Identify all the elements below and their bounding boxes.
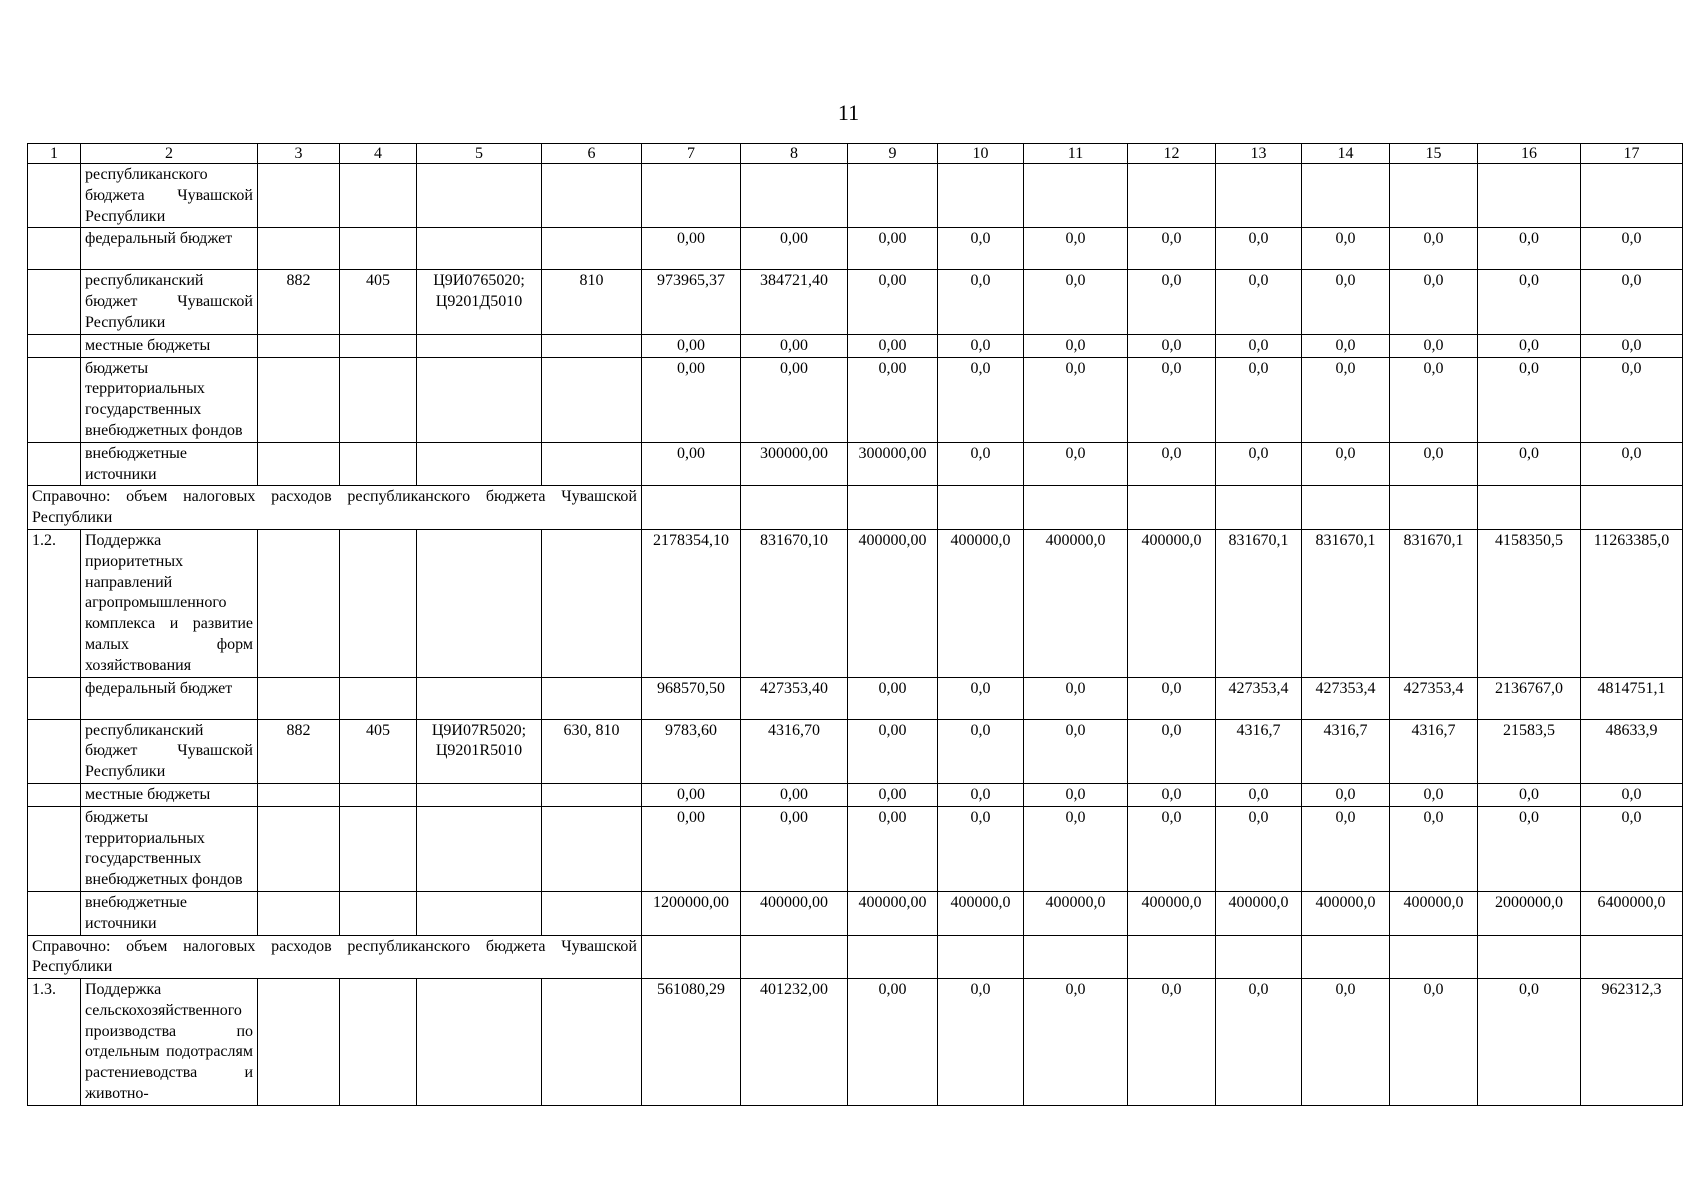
expense-type-code: 810	[542, 270, 642, 334]
value-cell	[1024, 164, 1128, 228]
value-cell: 0,0	[938, 979, 1024, 1106]
value-cell: 0,00	[642, 357, 741, 442]
admin-code	[258, 677, 340, 719]
value-cell: 0,0	[1128, 334, 1216, 357]
value-cell: 400000,0	[938, 529, 1024, 677]
row-name: федеральный бюджет	[81, 677, 258, 719]
value-cell: 0,0	[1390, 334, 1478, 357]
empty-cell	[848, 486, 938, 530]
value-cell: 0,0	[1478, 357, 1581, 442]
empty-cell	[938, 935, 1024, 979]
column-header: 2	[81, 144, 258, 164]
column-header: 14	[1302, 144, 1390, 164]
value-cell: 0,0	[1478, 270, 1581, 334]
row-number	[28, 334, 81, 357]
value-cell: 0,00	[848, 357, 938, 442]
value-cell: 0,0	[1216, 228, 1302, 270]
value-cell: 4316,70	[741, 719, 848, 783]
table-row	[28, 270, 1683, 334]
admin-code	[258, 891, 340, 935]
target-article-code: Ц9И07R5020; Ц9201R5010	[417, 719, 542, 783]
row-number	[28, 891, 81, 935]
empty-cell	[1024, 486, 1128, 530]
row-name: местные бюджеты	[81, 334, 258, 357]
value-cell: 0,0	[1216, 442, 1302, 486]
target-article-code	[417, 806, 542, 891]
value-cell: 400000,00	[741, 891, 848, 935]
value-cell: 427353,4	[1216, 677, 1302, 719]
table-row	[28, 783, 1683, 806]
empty-cell	[1128, 486, 1216, 530]
value-cell: 561080,29	[642, 979, 741, 1106]
target-article-code	[417, 677, 542, 719]
column-header: 6	[542, 144, 642, 164]
row-number: 1.2.	[28, 529, 81, 677]
value-cell: 0,0	[1024, 677, 1128, 719]
value-cell: 0,00	[741, 228, 848, 270]
value-cell: 0,00	[848, 270, 938, 334]
column-header: 12	[1128, 144, 1216, 164]
row-number	[28, 677, 81, 719]
value-cell	[1478, 164, 1581, 228]
table-row	[28, 529, 1683, 677]
row-number	[28, 228, 81, 270]
value-cell: 2136767,0	[1478, 677, 1581, 719]
target-article-code: Ц9И0765020; Ц9201Д5010	[417, 270, 542, 334]
empty-cell	[938, 486, 1024, 530]
row-name: Поддержка приоритетных направлений агропромышленного комплекса и развитие малых форм хозяйствования	[81, 529, 258, 677]
admin-code: 882	[258, 270, 340, 334]
reference-note-row	[28, 935, 1683, 979]
admin-code	[258, 806, 340, 891]
value-cell: 0,0	[1478, 806, 1581, 891]
value-cell: 0,0	[1024, 719, 1128, 783]
value-cell: 0,00	[848, 677, 938, 719]
row-name: бюджеты территориальных государственных внебюджетных фондов	[81, 806, 258, 891]
section-code	[340, 783, 417, 806]
expense-type-code	[542, 979, 642, 1106]
row-number	[28, 164, 81, 228]
column-header: 9	[848, 144, 938, 164]
admin-code	[258, 228, 340, 270]
row-number	[28, 783, 81, 806]
value-cell: 968570,50	[642, 677, 741, 719]
value-cell: 0,0	[1478, 442, 1581, 486]
value-cell: 0,0	[938, 334, 1024, 357]
value-cell: 0,00	[848, 228, 938, 270]
value-cell: 0,0	[1581, 334, 1683, 357]
value-cell: 400000,0	[1216, 891, 1302, 935]
value-cell: 0,0	[1024, 783, 1128, 806]
expense-type-code	[542, 783, 642, 806]
value-cell: 0,0	[1216, 783, 1302, 806]
column-header: 3	[258, 144, 340, 164]
value-cell: 0,0	[1024, 979, 1128, 1106]
row-number	[28, 270, 81, 334]
value-cell: 0,0	[1302, 357, 1390, 442]
row-name: внебюджетные источники	[81, 891, 258, 935]
section-code	[340, 979, 417, 1106]
value-cell: 0,0	[1216, 357, 1302, 442]
value-cell: 4158350,5	[1478, 529, 1581, 677]
section-code	[340, 442, 417, 486]
column-header: 5	[417, 144, 542, 164]
value-cell: 0,00	[642, 228, 741, 270]
column-header: 16	[1478, 144, 1581, 164]
column-header: 11	[1024, 144, 1128, 164]
empty-cell	[1302, 935, 1390, 979]
target-article-code	[417, 891, 542, 935]
value-cell: 0,0	[1024, 357, 1128, 442]
value-cell: 973965,37	[642, 270, 741, 334]
value-cell: 0,00	[741, 334, 848, 357]
value-cell: 0,00	[741, 783, 848, 806]
value-cell: 4316,7	[1216, 719, 1302, 783]
value-cell: 0,00	[741, 357, 848, 442]
value-cell: 0,00	[848, 719, 938, 783]
admin-code: 882	[258, 719, 340, 783]
value-cell: 427353,40	[741, 677, 848, 719]
section-code: 405	[340, 270, 417, 334]
target-article-code	[417, 979, 542, 1106]
value-cell: 0,00	[741, 806, 848, 891]
value-cell: 0,0	[938, 270, 1024, 334]
value-cell: 0,0	[1581, 357, 1683, 442]
admin-code	[258, 164, 340, 228]
table-body	[28, 144, 1683, 1106]
column-header: 7	[642, 144, 741, 164]
column-header: 1	[28, 144, 81, 164]
value-cell: 0,0	[1581, 442, 1683, 486]
value-cell: 0,0	[1128, 270, 1216, 334]
value-cell: 0,0	[1128, 357, 1216, 442]
budget-table	[27, 143, 1683, 1106]
value-cell: 0,0	[1128, 442, 1216, 486]
value-cell	[1216, 164, 1302, 228]
empty-cell	[1581, 486, 1683, 530]
value-cell	[1581, 164, 1683, 228]
value-cell: 400000,0	[1390, 891, 1478, 935]
empty-cell	[848, 935, 938, 979]
value-cell: 0,0	[938, 719, 1024, 783]
value-cell: 0,0	[1302, 442, 1390, 486]
value-cell: 0,0	[1302, 228, 1390, 270]
empty-cell	[1390, 486, 1478, 530]
table-row	[28, 442, 1683, 486]
row-number	[28, 442, 81, 486]
value-cell: 0,0	[938, 806, 1024, 891]
value-cell: 0,0	[938, 783, 1024, 806]
target-article-code	[417, 357, 542, 442]
row-name: республиканский бюджет Чувашской Республики	[81, 270, 258, 334]
section-code	[340, 334, 417, 357]
page-number: 11	[837, 100, 860, 125]
section-code	[340, 891, 417, 935]
expense-type-code	[542, 677, 642, 719]
value-cell: 0,0	[938, 357, 1024, 442]
value-cell: 300000,00	[848, 442, 938, 486]
value-cell: 0,0	[1478, 334, 1581, 357]
expense-type-code	[542, 334, 642, 357]
row-name: федеральный бюджет	[81, 228, 258, 270]
value-cell: 0,0	[938, 442, 1024, 486]
table-header-row	[28, 144, 1683, 164]
value-cell: 0,0	[1302, 806, 1390, 891]
row-name: республиканского бюджета Чувашской Республики	[81, 164, 258, 228]
value-cell: 0,00	[642, 334, 741, 357]
empty-cell	[1024, 935, 1128, 979]
column-header: 8	[741, 144, 848, 164]
value-cell: 2000000,0	[1478, 891, 1581, 935]
table-row	[28, 979, 1683, 1106]
admin-code	[258, 357, 340, 442]
value-cell: 0,00	[642, 442, 741, 486]
row-number	[28, 357, 81, 442]
expense-type-code: 630, 810	[542, 719, 642, 783]
value-cell: 0,0	[1302, 270, 1390, 334]
value-cell: 831670,10	[741, 529, 848, 677]
value-cell: 0,0	[1128, 228, 1216, 270]
row-number	[28, 806, 81, 891]
admin-code	[258, 334, 340, 357]
empty-cell	[1581, 935, 1683, 979]
section-code	[340, 806, 417, 891]
value-cell: 0,0	[1390, 979, 1478, 1106]
value-cell: 0,0	[1302, 783, 1390, 806]
column-header: 15	[1390, 144, 1478, 164]
empty-cell	[1128, 935, 1216, 979]
expense-type-code	[542, 357, 642, 442]
value-cell: 0,0	[1128, 677, 1216, 719]
expense-type-code	[542, 806, 642, 891]
value-cell: 384721,40	[741, 270, 848, 334]
value-cell: 0,0	[1024, 442, 1128, 486]
value-cell: 0,0	[1128, 806, 1216, 891]
value-cell: 0,0	[1302, 334, 1390, 357]
empty-cell	[1390, 935, 1478, 979]
value-cell: 0,0	[1128, 979, 1216, 1106]
table-row	[28, 677, 1683, 719]
value-cell: 4316,7	[1302, 719, 1390, 783]
value-cell: 0,0	[1478, 783, 1581, 806]
value-cell: 0,0	[938, 677, 1024, 719]
value-cell: 48633,9	[1581, 719, 1683, 783]
reference-note: Справочно: объем налоговых расходов республиканского бюджета Чувашской Республики	[28, 935, 642, 979]
target-article-code	[417, 529, 542, 677]
value-cell: 0,00	[642, 783, 741, 806]
table-row	[28, 334, 1683, 357]
section-code	[340, 228, 417, 270]
admin-code	[258, 979, 340, 1106]
value-cell: 0,0	[1216, 334, 1302, 357]
value-cell: 962312,3	[1581, 979, 1683, 1106]
value-cell: 0,0	[938, 228, 1024, 270]
value-cell: 0,0	[1390, 806, 1478, 891]
target-article-code	[417, 442, 542, 486]
value-cell	[642, 164, 741, 228]
value-cell	[1302, 164, 1390, 228]
empty-cell	[1216, 486, 1302, 530]
admin-code	[258, 783, 340, 806]
value-cell: 427353,4	[1390, 677, 1478, 719]
value-cell: 0,0	[1581, 783, 1683, 806]
empty-cell	[741, 935, 848, 979]
value-cell	[1128, 164, 1216, 228]
value-cell: 9783,60	[642, 719, 741, 783]
section-code: 405	[340, 719, 417, 783]
row-name: внебюджетные источники	[81, 442, 258, 486]
value-cell: 0,0	[1390, 442, 1478, 486]
value-cell	[741, 164, 848, 228]
column-header: 10	[938, 144, 1024, 164]
value-cell: 400000,0	[1128, 891, 1216, 935]
value-cell: 0,0	[1216, 979, 1302, 1106]
value-cell: 0,0	[1581, 270, 1683, 334]
empty-cell	[1302, 486, 1390, 530]
target-article-code	[417, 164, 542, 228]
value-cell: 2178354,10	[642, 529, 741, 677]
value-cell: 427353,4	[1302, 677, 1390, 719]
table-row	[28, 806, 1683, 891]
value-cell: 0,0	[1478, 979, 1581, 1106]
row-number: 1.3.	[28, 979, 81, 1106]
value-cell: 400000,00	[848, 891, 938, 935]
section-code	[340, 677, 417, 719]
table-row	[28, 719, 1683, 783]
admin-code	[258, 442, 340, 486]
reference-note: Справочно: объем налоговых расходов республиканского бюджета Чувашской Республики	[28, 486, 642, 530]
value-cell	[848, 164, 938, 228]
row-number	[28, 719, 81, 783]
value-cell: 0,0	[1216, 806, 1302, 891]
value-cell: 0,0	[1390, 783, 1478, 806]
value-cell: 0,0	[1024, 228, 1128, 270]
column-header: 17	[1581, 144, 1683, 164]
row-name: местные бюджеты	[81, 783, 258, 806]
value-cell: 0,00	[848, 783, 938, 806]
value-cell	[938, 164, 1024, 228]
table-row	[28, 891, 1683, 935]
row-name: республиканский бюджет Чувашской Республики	[81, 719, 258, 783]
section-code	[340, 357, 417, 442]
value-cell: 21583,5	[1478, 719, 1581, 783]
value-cell: 0,0	[1024, 806, 1128, 891]
value-cell: 400000,0	[1302, 891, 1390, 935]
empty-cell	[642, 486, 741, 530]
target-article-code	[417, 228, 542, 270]
value-cell: 400000,0	[1024, 891, 1128, 935]
value-cell: 831670,1	[1390, 529, 1478, 677]
section-code	[340, 529, 417, 677]
value-cell: 400000,0	[938, 891, 1024, 935]
value-cell: 6400000,0	[1581, 891, 1683, 935]
value-cell: 0,0	[1302, 979, 1390, 1106]
expense-type-code	[542, 164, 642, 228]
value-cell: 0,00	[848, 806, 938, 891]
value-cell	[1390, 164, 1478, 228]
value-cell: 0,0	[1581, 806, 1683, 891]
table-row	[28, 164, 1683, 228]
value-cell: 1200000,00	[642, 891, 741, 935]
value-cell: 0,0	[1024, 270, 1128, 334]
value-cell: 831670,1	[1216, 529, 1302, 677]
row-name: бюджеты территориальных государственных внебюджетных фондов	[81, 357, 258, 442]
value-cell: 300000,00	[741, 442, 848, 486]
value-cell: 0,0	[1390, 270, 1478, 334]
value-cell: 0,0	[1216, 270, 1302, 334]
column-header: 4	[340, 144, 417, 164]
value-cell: 0,0	[1390, 228, 1478, 270]
value-cell: 0,0	[1128, 783, 1216, 806]
empty-cell	[1478, 935, 1581, 979]
value-cell: 400000,00	[848, 529, 938, 677]
value-cell: 401232,00	[741, 979, 848, 1106]
value-cell: 0,0	[1581, 228, 1683, 270]
value-cell: 4316,7	[1390, 719, 1478, 783]
expense-type-code	[542, 228, 642, 270]
expense-type-code	[542, 442, 642, 486]
value-cell: 0,0	[1128, 719, 1216, 783]
target-article-code	[417, 334, 542, 357]
value-cell: 0,0	[1024, 334, 1128, 357]
column-header: 13	[1216, 144, 1302, 164]
target-article-code	[417, 783, 542, 806]
table-row	[28, 357, 1683, 442]
row-name: Поддержка сельскохозяйственного производства по отдельным подотраслям растениеводства и животно-	[81, 979, 258, 1106]
value-cell: 400000,0	[1128, 529, 1216, 677]
value-cell: 4814751,1	[1581, 677, 1683, 719]
value-cell: 0,0	[1478, 228, 1581, 270]
expense-type-code	[542, 891, 642, 935]
empty-cell	[642, 935, 741, 979]
value-cell: 0,00	[848, 334, 938, 357]
value-cell: 831670,1	[1302, 529, 1390, 677]
value-cell: 400000,0	[1024, 529, 1128, 677]
expense-type-code	[542, 529, 642, 677]
section-code	[340, 164, 417, 228]
reference-note-row	[28, 486, 1683, 530]
empty-cell	[1216, 935, 1302, 979]
empty-cell	[1478, 486, 1581, 530]
admin-code	[258, 529, 340, 677]
value-cell: 0,00	[848, 979, 938, 1106]
value-cell: 11263385,0	[1581, 529, 1683, 677]
empty-cell	[741, 486, 848, 530]
table-row	[28, 228, 1683, 270]
value-cell: 0,00	[642, 806, 741, 891]
value-cell: 0,0	[1390, 357, 1478, 442]
